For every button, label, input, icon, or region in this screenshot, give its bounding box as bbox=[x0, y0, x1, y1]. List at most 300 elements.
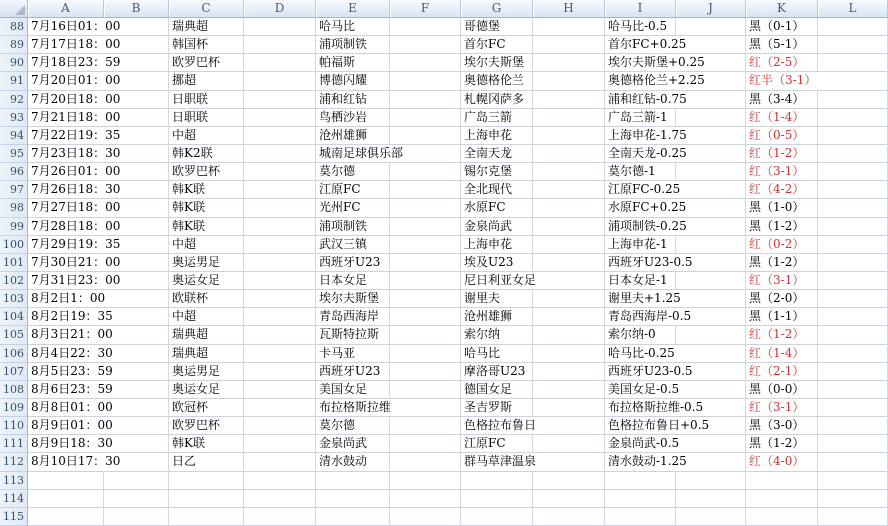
cell-h-empty[interactable] bbox=[533, 54, 605, 72]
cell-away-team[interactable] bbox=[461, 218, 533, 236]
cell-date[interactable] bbox=[28, 127, 121, 145]
cell-handicap[interactable] bbox=[605, 417, 710, 435]
row-header[interactable] bbox=[0, 163, 28, 181]
cell-j-empty[interactable] bbox=[676, 109, 746, 127]
select-all-corner[interactable] bbox=[0, 0, 28, 18]
cell-h-empty[interactable] bbox=[533, 399, 605, 417]
cell-d-empty[interactable] bbox=[244, 54, 316, 72]
cell-j-empty[interactable] bbox=[676, 345, 746, 363]
cell-l-empty[interactable] bbox=[818, 435, 888, 453]
cell-h-empty[interactable] bbox=[533, 308, 605, 326]
row-header[interactable] bbox=[0, 181, 28, 199]
cell-l-empty[interactable] bbox=[818, 181, 888, 199]
cell-result[interactable] bbox=[746, 472, 818, 490]
cell-away-team[interactable] bbox=[461, 381, 533, 399]
cell-handicap[interactable] bbox=[605, 308, 692, 326]
cell-date[interactable] bbox=[28, 163, 121, 181]
cell-league[interactable] bbox=[169, 163, 244, 181]
row-header[interactable] bbox=[0, 18, 28, 36]
cell-h-empty[interactable] bbox=[533, 199, 605, 217]
cell-date[interactable] bbox=[28, 218, 121, 236]
cell-l-empty[interactable] bbox=[818, 91, 888, 109]
cell-league[interactable] bbox=[169, 363, 244, 381]
column-header-d[interactable]: D bbox=[244, 0, 316, 18]
cell-home-team[interactable] bbox=[316, 435, 390, 453]
cell-f-empty[interactable] bbox=[390, 472, 461, 490]
cell-f-empty[interactable] bbox=[390, 254, 461, 272]
cell-l-empty[interactable] bbox=[818, 109, 888, 127]
cell-d-empty[interactable] bbox=[244, 181, 316, 199]
cell-home-team[interactable] bbox=[316, 453, 390, 471]
cell-handicap[interactable] bbox=[605, 109, 676, 127]
cell-d-empty[interactable] bbox=[244, 399, 316, 417]
cell-l-empty[interactable] bbox=[818, 54, 888, 72]
cell-result[interactable] bbox=[746, 308, 818, 326]
cell-handicap[interactable] bbox=[605, 145, 687, 163]
cell-away-team[interactable] bbox=[461, 254, 533, 272]
cell-league[interactable] bbox=[169, 417, 244, 435]
cell-d-empty[interactable] bbox=[244, 18, 316, 36]
row-header[interactable] bbox=[0, 326, 28, 344]
cell-home-team[interactable] bbox=[316, 490, 390, 508]
row-header[interactable] bbox=[0, 127, 28, 145]
cell-result[interactable] bbox=[746, 54, 818, 72]
cell-j-empty[interactable] bbox=[676, 290, 746, 308]
cell-handicap[interactable] bbox=[605, 381, 680, 399]
cell-handicap[interactable] bbox=[605, 236, 676, 254]
row-header[interactable] bbox=[0, 199, 28, 217]
row-header[interactable] bbox=[0, 36, 28, 54]
cell-handicap[interactable] bbox=[605, 472, 676, 490]
cell-result[interactable] bbox=[746, 272, 818, 290]
cell-h-empty[interactable] bbox=[533, 181, 605, 199]
row-header[interactable] bbox=[0, 236, 28, 254]
cell-result[interactable] bbox=[746, 18, 818, 36]
cell-away-team[interactable] bbox=[461, 109, 533, 127]
cell-league[interactable] bbox=[169, 218, 244, 236]
cell-away-team[interactable] bbox=[461, 345, 533, 363]
column-header-a[interactable]: A bbox=[28, 0, 104, 18]
cell-date[interactable] bbox=[28, 472, 104, 490]
cell-d-empty[interactable] bbox=[244, 363, 316, 381]
cell-date[interactable] bbox=[28, 508, 104, 526]
cell-date[interactable] bbox=[28, 363, 113, 381]
column-header-j[interactable]: J bbox=[676, 0, 746, 18]
cell-home-team[interactable] bbox=[316, 326, 390, 344]
cell-away-team[interactable] bbox=[461, 417, 537, 435]
column-header-e[interactable]: E bbox=[316, 0, 390, 18]
cell-result[interactable] bbox=[746, 417, 818, 435]
cell-league[interactable] bbox=[169, 381, 244, 399]
cell-away-team[interactable] bbox=[461, 145, 533, 163]
cell-league[interactable] bbox=[169, 435, 244, 453]
cell-league[interactable] bbox=[169, 199, 244, 217]
cell-f-empty[interactable] bbox=[390, 308, 461, 326]
cell-result[interactable] bbox=[746, 127, 818, 145]
row-header[interactable] bbox=[0, 417, 28, 435]
cell-away-team[interactable] bbox=[461, 91, 533, 109]
row-header[interactable] bbox=[0, 109, 28, 127]
column-header-h[interactable]: H bbox=[533, 0, 605, 18]
cell-l-empty[interactable] bbox=[818, 363, 888, 381]
cell-league[interactable] bbox=[169, 72, 244, 90]
cell-league[interactable] bbox=[169, 472, 244, 490]
column-header-f[interactable]: F bbox=[390, 0, 461, 18]
cell-f-empty[interactable] bbox=[390, 236, 461, 254]
cell-date[interactable] bbox=[28, 36, 121, 54]
cell-away-team[interactable] bbox=[461, 326, 533, 344]
cell-away-team[interactable] bbox=[461, 127, 533, 145]
cell-h-empty[interactable] bbox=[533, 345, 605, 363]
cell-handicap[interactable] bbox=[605, 272, 676, 290]
column-header-b[interactable]: B bbox=[104, 0, 169, 18]
cell-date[interactable] bbox=[28, 72, 121, 90]
cell-away-team[interactable] bbox=[461, 308, 533, 326]
cell-h-empty[interactable] bbox=[533, 381, 605, 399]
row-header[interactable] bbox=[0, 399, 28, 417]
cell-f-empty[interactable] bbox=[390, 218, 461, 236]
cell-j-empty[interactable] bbox=[676, 163, 746, 181]
cell-home-team[interactable] bbox=[316, 218, 390, 236]
cell-date[interactable] bbox=[28, 199, 121, 217]
cell-date[interactable] bbox=[28, 399, 113, 417]
cell-league[interactable] bbox=[169, 18, 244, 36]
cell-handicap[interactable] bbox=[605, 181, 681, 199]
cell-h-empty[interactable] bbox=[533, 218, 605, 236]
row-header[interactable] bbox=[0, 435, 28, 453]
cell-result[interactable] bbox=[746, 199, 818, 217]
cell-result[interactable] bbox=[746, 236, 818, 254]
cell-home-team[interactable] bbox=[316, 54, 390, 72]
cell-league[interactable] bbox=[169, 453, 244, 471]
row-header[interactable] bbox=[0, 381, 28, 399]
cell-d-empty[interactable] bbox=[244, 272, 316, 290]
cell-h-empty[interactable] bbox=[533, 163, 605, 181]
cell-f-empty[interactable] bbox=[390, 453, 461, 471]
cell-league[interactable] bbox=[169, 290, 244, 308]
cell-date[interactable] bbox=[28, 326, 113, 344]
cell-date[interactable] bbox=[28, 345, 113, 363]
cell-away-team[interactable] bbox=[461, 18, 533, 36]
cell-d-empty[interactable] bbox=[244, 36, 316, 54]
cell-l-empty[interactable] bbox=[818, 272, 888, 290]
cell-league[interactable] bbox=[169, 127, 244, 145]
cell-home-team[interactable] bbox=[316, 363, 390, 381]
cell-handicap[interactable] bbox=[605, 345, 676, 363]
cell-result[interactable] bbox=[746, 508, 818, 526]
cell-j-empty[interactable] bbox=[676, 181, 746, 199]
cell-l-empty[interactable] bbox=[818, 308, 888, 326]
row-header[interactable] bbox=[0, 453, 28, 471]
cell-away-team[interactable] bbox=[461, 72, 533, 90]
cell-date[interactable] bbox=[28, 109, 121, 127]
cell-l-empty[interactable] bbox=[818, 18, 888, 36]
cell-d-empty[interactable] bbox=[244, 381, 316, 399]
cell-league[interactable] bbox=[169, 236, 244, 254]
cell-h-empty[interactable] bbox=[533, 18, 605, 36]
cell-league[interactable] bbox=[169, 254, 244, 272]
cell-l-empty[interactable] bbox=[818, 417, 888, 435]
cell-away-team[interactable] bbox=[461, 399, 533, 417]
cell-d-empty[interactable] bbox=[244, 236, 316, 254]
cell-h-empty[interactable] bbox=[533, 272, 605, 290]
cell-l-empty[interactable] bbox=[818, 163, 888, 181]
cell-handicap[interactable] bbox=[605, 435, 680, 453]
cell-league[interactable] bbox=[169, 272, 244, 290]
cell-home-team[interactable] bbox=[316, 91, 390, 109]
cell-d-empty[interactable] bbox=[244, 472, 316, 490]
cell-home-team[interactable] bbox=[316, 472, 390, 490]
cell-home-team[interactable] bbox=[316, 345, 390, 363]
cell-l-empty[interactable] bbox=[818, 72, 888, 90]
cell-handicap[interactable] bbox=[605, 399, 704, 417]
cell-home-team[interactable] bbox=[316, 399, 390, 417]
cell-result[interactable] bbox=[746, 435, 818, 453]
cell-h-empty[interactable] bbox=[533, 490, 605, 508]
cell-handicap[interactable] bbox=[605, 163, 676, 181]
cell-handicap[interactable] bbox=[605, 91, 687, 109]
cell-home-team[interactable] bbox=[316, 181, 390, 199]
cell-league[interactable] bbox=[169, 345, 244, 363]
cell-d-empty[interactable] bbox=[244, 435, 316, 453]
cell-home-team[interactable] bbox=[316, 127, 390, 145]
cell-h-empty[interactable] bbox=[533, 326, 605, 344]
cell-j-empty[interactable] bbox=[676, 472, 746, 490]
cell-l-empty[interactable] bbox=[818, 345, 888, 363]
cell-result[interactable] bbox=[746, 381, 818, 399]
column-header-c[interactable]: C bbox=[169, 0, 244, 18]
row-header[interactable] bbox=[0, 490, 28, 508]
cell-f-empty[interactable] bbox=[390, 363, 461, 381]
cell-result[interactable] bbox=[746, 109, 818, 127]
cell-handicap[interactable] bbox=[605, 199, 687, 217]
cell-date[interactable] bbox=[28, 435, 113, 453]
cell-d-empty[interactable] bbox=[244, 145, 316, 163]
cell-result[interactable] bbox=[746, 326, 818, 344]
row-header[interactable] bbox=[0, 72, 28, 90]
cell-f-empty[interactable] bbox=[390, 435, 461, 453]
row-header[interactable] bbox=[0, 345, 28, 363]
cell-result[interactable] bbox=[746, 453, 818, 471]
cell-f-empty[interactable] bbox=[390, 91, 461, 109]
cell-l-empty[interactable] bbox=[818, 472, 888, 490]
cell-home-team[interactable] bbox=[316, 72, 390, 90]
cell-f-empty[interactable] bbox=[390, 290, 461, 308]
cell-league[interactable] bbox=[169, 399, 244, 417]
cell-league[interactable] bbox=[169, 109, 244, 127]
cell-j-empty[interactable] bbox=[676, 236, 746, 254]
cell-f-empty[interactable] bbox=[390, 490, 461, 508]
cell-d-empty[interactable] bbox=[244, 199, 316, 217]
row-header[interactable] bbox=[0, 290, 28, 308]
cell-home-team[interactable] bbox=[316, 145, 404, 163]
cell-away-team[interactable] bbox=[461, 453, 537, 471]
cell-j-empty[interactable] bbox=[676, 508, 746, 526]
cell-l-empty[interactable] bbox=[818, 453, 888, 471]
cell-d-empty[interactable] bbox=[244, 490, 316, 508]
cell-home-team[interactable] bbox=[316, 508, 390, 526]
cell-h-empty[interactable] bbox=[533, 236, 605, 254]
cell-d-empty[interactable] bbox=[244, 508, 316, 526]
cell-away-team[interactable] bbox=[461, 163, 533, 181]
cell-away-team[interactable] bbox=[461, 290, 533, 308]
cell-d-empty[interactable] bbox=[244, 91, 316, 109]
cell-away-team[interactable] bbox=[461, 472, 533, 490]
cell-h-empty[interactable] bbox=[533, 472, 605, 490]
cell-l-empty[interactable] bbox=[818, 508, 888, 526]
cell-away-team[interactable] bbox=[461, 199, 533, 217]
cell-result[interactable] bbox=[746, 163, 818, 181]
cell-h-empty[interactable] bbox=[533, 36, 605, 54]
cell-handicap[interactable] bbox=[605, 326, 676, 344]
row-header[interactable] bbox=[0, 508, 28, 526]
cell-f-empty[interactable] bbox=[390, 36, 461, 54]
cell-b-empty[interactable] bbox=[104, 472, 169, 490]
row-header[interactable] bbox=[0, 472, 28, 490]
cell-h-empty[interactable] bbox=[533, 91, 605, 109]
cell-h-empty[interactable] bbox=[533, 453, 605, 471]
cell-j-empty[interactable] bbox=[676, 381, 746, 399]
cell-h-empty[interactable] bbox=[533, 109, 605, 127]
cell-b-empty[interactable] bbox=[104, 508, 169, 526]
cell-l-empty[interactable] bbox=[818, 399, 888, 417]
cell-home-team[interactable] bbox=[316, 199, 390, 217]
cell-home-team[interactable] bbox=[316, 163, 390, 181]
cell-d-empty[interactable] bbox=[244, 326, 316, 344]
cell-h-empty[interactable] bbox=[533, 508, 605, 526]
cell-f-empty[interactable] bbox=[390, 399, 461, 417]
cell-l-empty[interactable] bbox=[818, 490, 888, 508]
cell-date[interactable] bbox=[28, 490, 104, 508]
cell-h-empty[interactable] bbox=[533, 72, 605, 90]
row-header[interactable] bbox=[0, 54, 28, 72]
cell-handicap[interactable] bbox=[605, 453, 687, 471]
cell-home-team[interactable] bbox=[316, 236, 390, 254]
cell-date[interactable] bbox=[28, 54, 121, 72]
cell-d-empty[interactable] bbox=[244, 417, 316, 435]
column-header-g[interactable]: G bbox=[461, 0, 533, 18]
cell-date[interactable] bbox=[28, 254, 121, 272]
cell-handicap[interactable] bbox=[605, 218, 687, 236]
cell-d-empty[interactable] bbox=[244, 453, 316, 471]
cell-home-team[interactable] bbox=[316, 381, 390, 399]
cell-league[interactable] bbox=[169, 54, 244, 72]
cell-home-team[interactable] bbox=[316, 290, 390, 308]
cell-f-empty[interactable] bbox=[390, 54, 461, 72]
cell-l-empty[interactable] bbox=[818, 145, 888, 163]
cell-date[interactable] bbox=[28, 290, 104, 308]
cell-l-empty[interactable] bbox=[818, 236, 888, 254]
cell-f-empty[interactable] bbox=[390, 109, 461, 127]
cell-league[interactable] bbox=[169, 326, 244, 344]
row-header[interactable] bbox=[0, 218, 28, 236]
cell-handicap[interactable] bbox=[605, 54, 705, 72]
cell-away-team[interactable] bbox=[461, 36, 533, 54]
cell-date[interactable] bbox=[28, 417, 113, 435]
cell-b-empty[interactable] bbox=[104, 490, 169, 508]
cell-result[interactable] bbox=[746, 91, 818, 109]
cell-home-team[interactable] bbox=[316, 36, 390, 54]
cell-handicap[interactable] bbox=[605, 72, 705, 90]
cell-result[interactable] bbox=[746, 345, 818, 363]
cell-date[interactable] bbox=[28, 145, 121, 163]
cell-j-empty[interactable] bbox=[676, 18, 746, 36]
cell-h-empty[interactable] bbox=[533, 417, 605, 435]
cell-f-empty[interactable] bbox=[390, 163, 461, 181]
cell-d-empty[interactable] bbox=[244, 72, 316, 90]
cell-b-empty[interactable] bbox=[104, 290, 169, 308]
cell-f-empty[interactable] bbox=[390, 181, 461, 199]
cell-d-empty[interactable] bbox=[244, 290, 316, 308]
cell-away-team[interactable] bbox=[461, 363, 533, 381]
cell-d-empty[interactable] bbox=[244, 254, 316, 272]
cell-home-team[interactable] bbox=[316, 308, 390, 326]
cell-f-empty[interactable] bbox=[390, 18, 461, 36]
column-header-i[interactable]: I bbox=[605, 0, 676, 18]
cell-home-team[interactable] bbox=[316, 417, 390, 435]
row-header[interactable] bbox=[0, 363, 28, 381]
cell-result[interactable] bbox=[746, 145, 818, 163]
cell-handicap[interactable] bbox=[605, 18, 676, 36]
cell-home-team[interactable] bbox=[316, 272, 390, 290]
cell-f-empty[interactable] bbox=[390, 345, 461, 363]
cell-f-empty[interactable] bbox=[390, 199, 461, 217]
row-header[interactable] bbox=[0, 308, 28, 326]
cell-f-empty[interactable] bbox=[390, 127, 461, 145]
cell-date[interactable] bbox=[28, 236, 121, 254]
cell-date[interactable] bbox=[28, 381, 113, 399]
cell-f-empty[interactable] bbox=[390, 72, 461, 90]
row-header[interactable] bbox=[0, 145, 28, 163]
column-header-k[interactable]: K bbox=[746, 0, 818, 18]
cell-league[interactable] bbox=[169, 308, 244, 326]
cell-away-team[interactable] bbox=[461, 272, 537, 290]
cell-handicap[interactable] bbox=[605, 490, 676, 508]
cell-date[interactable] bbox=[28, 308, 113, 326]
cell-away-team[interactable] bbox=[461, 490, 533, 508]
cell-j-empty[interactable] bbox=[676, 272, 746, 290]
cell-handicap[interactable] bbox=[605, 36, 687, 54]
row-header[interactable] bbox=[0, 91, 28, 109]
cell-h-empty[interactable] bbox=[533, 254, 605, 272]
cell-h-empty[interactable] bbox=[533, 145, 605, 163]
cell-result[interactable] bbox=[746, 399, 818, 417]
cell-h-empty[interactable] bbox=[533, 127, 605, 145]
cell-l-empty[interactable] bbox=[818, 381, 888, 399]
cell-date[interactable] bbox=[28, 91, 121, 109]
cell-h-empty[interactable] bbox=[533, 435, 605, 453]
cell-l-empty[interactable] bbox=[818, 36, 888, 54]
cell-h-empty[interactable] bbox=[533, 363, 605, 381]
cell-date[interactable] bbox=[28, 181, 121, 199]
cell-home-team[interactable] bbox=[316, 109, 390, 127]
cell-league[interactable] bbox=[169, 508, 244, 526]
cell-handicap[interactable] bbox=[605, 290, 681, 308]
cell-date[interactable] bbox=[28, 272, 121, 290]
row-header[interactable] bbox=[0, 272, 28, 290]
cell-date[interactable] bbox=[28, 18, 121, 36]
cell-handicap[interactable] bbox=[605, 254, 693, 272]
cell-l-empty[interactable] bbox=[818, 199, 888, 217]
cell-league[interactable] bbox=[169, 145, 244, 163]
cell-league[interactable] bbox=[169, 181, 244, 199]
cell-j-empty[interactable] bbox=[676, 435, 746, 453]
cell-h-empty[interactable] bbox=[533, 290, 605, 308]
cell-l-empty[interactable] bbox=[818, 326, 888, 344]
cell-league[interactable] bbox=[169, 490, 244, 508]
cell-result[interactable] bbox=[746, 363, 818, 381]
cell-f-empty[interactable] bbox=[390, 272, 461, 290]
